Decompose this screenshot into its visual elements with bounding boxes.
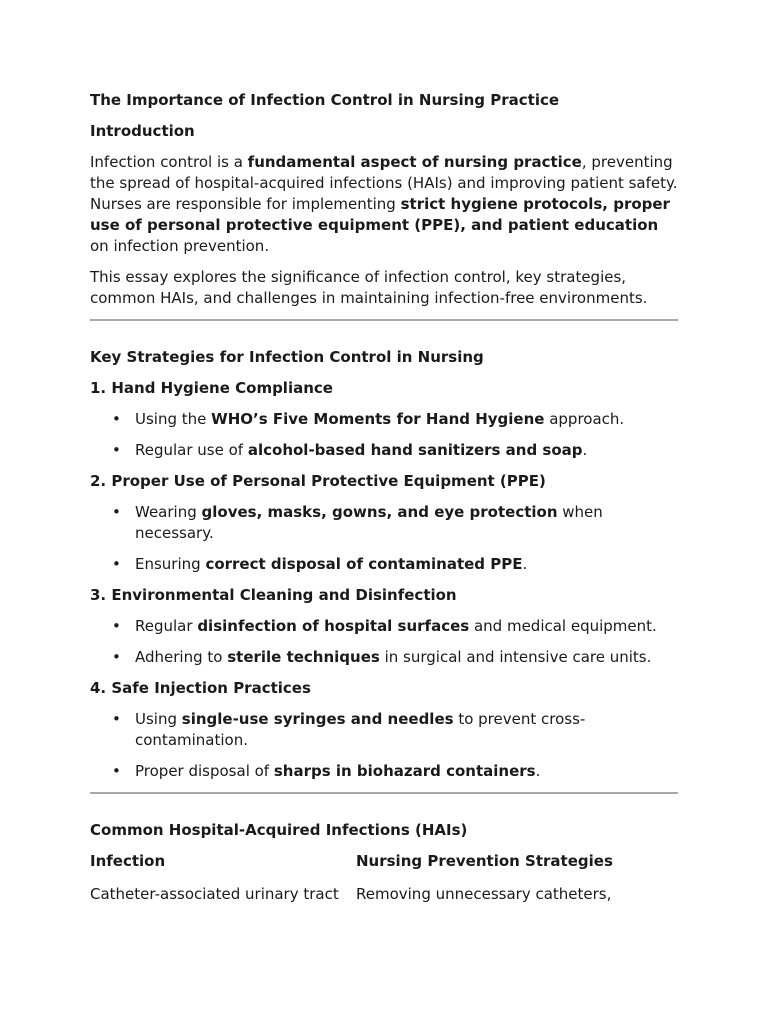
item-bold: correct disposal of contaminated PPE (205, 555, 523, 573)
item-bold: alcohol-based hand sanitizers and soap (247, 441, 583, 459)
item-bold: WHO’s Five Moments for Hand Hygiene (211, 410, 545, 428)
item-text: and medical equipment. (469, 617, 657, 635)
hais-heading: Common Hospital-Acquired Infections (HAIs) (90, 821, 468, 839)
item-text: Adhering to (135, 648, 228, 666)
list-item (90, 647, 678, 668)
item-text: Regular (135, 617, 198, 635)
item-text: Using the (135, 410, 212, 428)
list-item (90, 502, 678, 544)
document-page (90, 90, 678, 905)
table-header-strategies: Nursing Prevention Strategies (356, 852, 613, 870)
table-header-infection: Infection (90, 852, 166, 870)
intro-p1-text-d: on infection prevention. (90, 237, 270, 255)
intro-p1-text-c: , preventing the spread of hospital-acquired infections (HAIs) and improving patient safety. Nurses are responsible for implementing (90, 153, 678, 213)
bullet-icon: • (112, 617, 121, 635)
item-text: to prevent cross-contamination. (135, 710, 586, 749)
item-text: Ensuring (135, 555, 206, 573)
strategy-4-list (90, 709, 678, 782)
bullet-icon: • (112, 555, 121, 573)
strategies-heading: Key Strategies for Infection Control in Nursing (90, 348, 484, 366)
item-text: approach. (544, 410, 625, 428)
list-item (90, 554, 678, 575)
item-text: Regular use of (135, 441, 248, 459)
intro-paragraph-1 (90, 152, 678, 257)
strategy-3-list (90, 616, 678, 668)
item-text: Wearing (135, 503, 202, 521)
item-text: when necessary. (135, 503, 603, 542)
list-item (90, 709, 678, 751)
item-bold: gloves, masks, gowns, and eye protection (201, 503, 558, 521)
intro-p1-bold-1: fundamental aspect of nursing practice (247, 153, 582, 171)
list-item (90, 616, 678, 637)
table-cell: Catheter-associated urinary tract (90, 885, 339, 903)
list-item (90, 761, 678, 782)
strategy-2-heading: 2. Proper Use of Personal Protective Equipment (PPE) (90, 472, 546, 490)
item-bold: disinfection of hospital surfaces (197, 617, 470, 635)
item-text: Proper disposal of (135, 762, 274, 780)
intro-p1-bold-2: strict hygiene protocols, proper use of personal protective equipment (PPE), and patient education (90, 195, 670, 234)
strategy-1-list (90, 409, 678, 461)
section-divider (90, 792, 678, 794)
strategy-1-heading: 1. Hand Hygiene Compliance (90, 379, 333, 397)
item-text: . (582, 441, 588, 459)
item-text: . (535, 762, 541, 780)
item-text: Using (135, 710, 182, 728)
item-text: in surgical and intensive care units. (379, 648, 652, 666)
section-divider (90, 319, 678, 321)
strategy-3-heading: 3. Environmental Cleaning and Disinfection (90, 586, 457, 604)
bullet-icon: • (112, 762, 121, 780)
hai-table (90, 851, 678, 905)
table-cell: Removing unnecessary catheters, (356, 885, 612, 903)
bullet-icon: • (112, 410, 121, 428)
bullet-icon: • (112, 710, 121, 728)
document-title: The Importance of Infection Control in Nursing Practice (90, 91, 560, 109)
item-bold: single-use syringes and needles (181, 710, 454, 728)
item-text: . (522, 555, 528, 573)
intro-paragraph-2: This essay explores the significance of infection control, key strategies, common HAIs, and challenges in maintaining infection-free environments. (90, 268, 648, 307)
bullet-icon: • (112, 503, 121, 521)
strategy-4-heading: 4. Safe Injection Practices (90, 679, 311, 697)
item-bold: sterile techniques (227, 648, 380, 666)
intro-p1-text-a: Infection control is a (90, 153, 248, 171)
item-bold: sharps in biohazard containers (273, 762, 536, 780)
bullet-icon: • (112, 441, 121, 459)
intro-heading: Introduction (90, 122, 195, 140)
bullet-icon: • (112, 648, 121, 666)
list-item (90, 440, 678, 461)
list-item (90, 409, 678, 430)
strategy-2-list (90, 502, 678, 575)
